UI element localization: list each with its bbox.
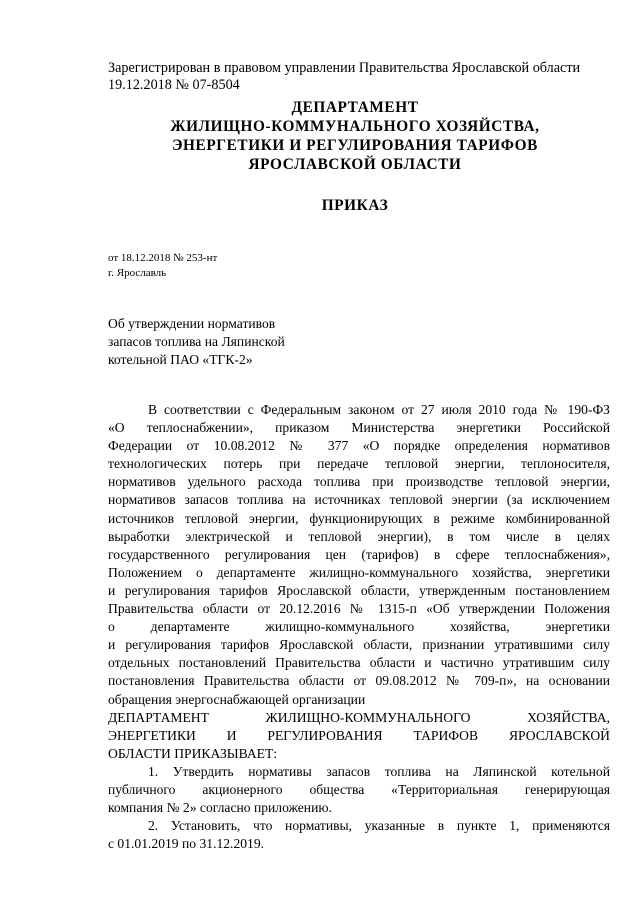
- body-line: технологических потерь при передаче тепловой энергии, теплоносителя,: [108, 456, 610, 472]
- order-item-2: [108, 817, 610, 853]
- body-line: «О теплоснабжении», приказом Министерства энергетики Российской: [108, 420, 610, 436]
- body-line: и регулирования тарифов Ярославской области, признании утратившими силу: [108, 637, 610, 653]
- body-line: ЭНЕРГЕТИКИ И РЕГУЛИРОВАНИЯ ТАРИФОВ ЯРОСЛАВСКОЙ: [108, 727, 610, 743]
- body-line: 2. Установить, что нормативы, указанные в пункте 1, применяются: [148, 818, 610, 834]
- body-line: Положением о департаменте жилищно-коммунального хозяйства, энергетики: [108, 564, 610, 580]
- registration-line: Зарегистрирован в правовом управлении Правительства Ярославской области: [108, 60, 581, 76]
- subject-line: Об утверждении нормативов: [108, 316, 276, 331]
- body-line: и регулирования тарифов Ярославской области, утвержденным постановлением: [108, 582, 610, 598]
- body-line: ДЕПАРТАМЕНТ ЖИЛИЩНО-КОММУНАЛЬНОГО ХОЗЯЙСТВА,: [108, 709, 610, 725]
- body-line: о департаменте жилищно-коммунального хозяйства, энергетики: [108, 619, 610, 635]
- order-title: ПРИКАЗ: [321, 197, 389, 214]
- body-line: обращения энергоснабжающей организации: [108, 691, 366, 707]
- department-line: ЭНЕРГЕТИКИ И РЕГУЛИРОВАНИЯ ТАРИФОВ: [172, 137, 538, 154]
- body-line: государственного регулирования цен (тарифов) в сфере теплоснабжения»,: [108, 546, 610, 562]
- department-line: ЯРОСЛАВСКОЙ ОБЛАСТИ: [248, 156, 462, 173]
- body-line: компания № 2» согласно приложению.: [108, 800, 332, 816]
- order-meta: [108, 251, 217, 281]
- body-line: с 01.01.2019 по 31.12.2019.: [108, 836, 265, 852]
- body-line: ОБЛАСТИ ПРИКАЗЫВАЕТ:: [108, 745, 278, 761]
- department-line: ЖИЛИЩНО-КОММУНАЛЬНОГО ХОЗЯЙСТВА,: [170, 118, 540, 135]
- body-line: Правительства области от 20.12.2016 № 1315-п «Об утверждении Положения: [108, 601, 610, 617]
- order-item-1: [108, 763, 610, 817]
- body-line: Федерации от 10.08.2012 № 377 «О порядке определения нормативов: [108, 438, 610, 454]
- body-line: нормативов запасов топлива на источниках тепловой энергии (за исключением: [108, 492, 610, 508]
- body-line: нормативов удельного расхода топлива при производстве тепловой энергии,: [108, 474, 610, 490]
- body-line: публичного акционерного общества «Территориальная генерирующая: [108, 781, 610, 797]
- registration-note: [108, 60, 613, 94]
- order-city: г. Ярославль: [108, 267, 167, 279]
- body-line: постановления Правительства области от 09.08.2012 № 709-п», на основании: [108, 673, 610, 689]
- order-body: [108, 401, 610, 853]
- body-line: выработки электрической и тепловой энергии), в том числе в целях: [108, 528, 610, 544]
- department-heading: [100, 98, 610, 174]
- ordering-clause: [108, 709, 610, 763]
- order-date-number: от 18.12.2018 № 253-нт: [108, 252, 218, 264]
- subject-line: котельной ПАО «ТГК-2»: [108, 352, 253, 367]
- preamble-paragraph: [108, 401, 610, 709]
- body-line: В соответствии с Федеральным законом от 27 июля 2010 года № 190-ФЗ: [148, 402, 610, 417]
- registration-date: 19.12.2018 № 07-8504: [108, 77, 240, 93]
- subject-line: запасов топлива на Ляпинской: [108, 334, 285, 349]
- department-line: ДЕПАРТАМЕНТ: [291, 99, 419, 116]
- body-line: 1. Утвердить нормативы запасов топлива на Ляпинской котельной: [148, 763, 610, 779]
- body-line: источников тепловой энергии, функционирующих в режиме комбинированной: [108, 510, 610, 526]
- body-line: отдельных постановлений Правительства области и частично утратившим силу: [108, 655, 610, 671]
- order-subject: [108, 315, 285, 369]
